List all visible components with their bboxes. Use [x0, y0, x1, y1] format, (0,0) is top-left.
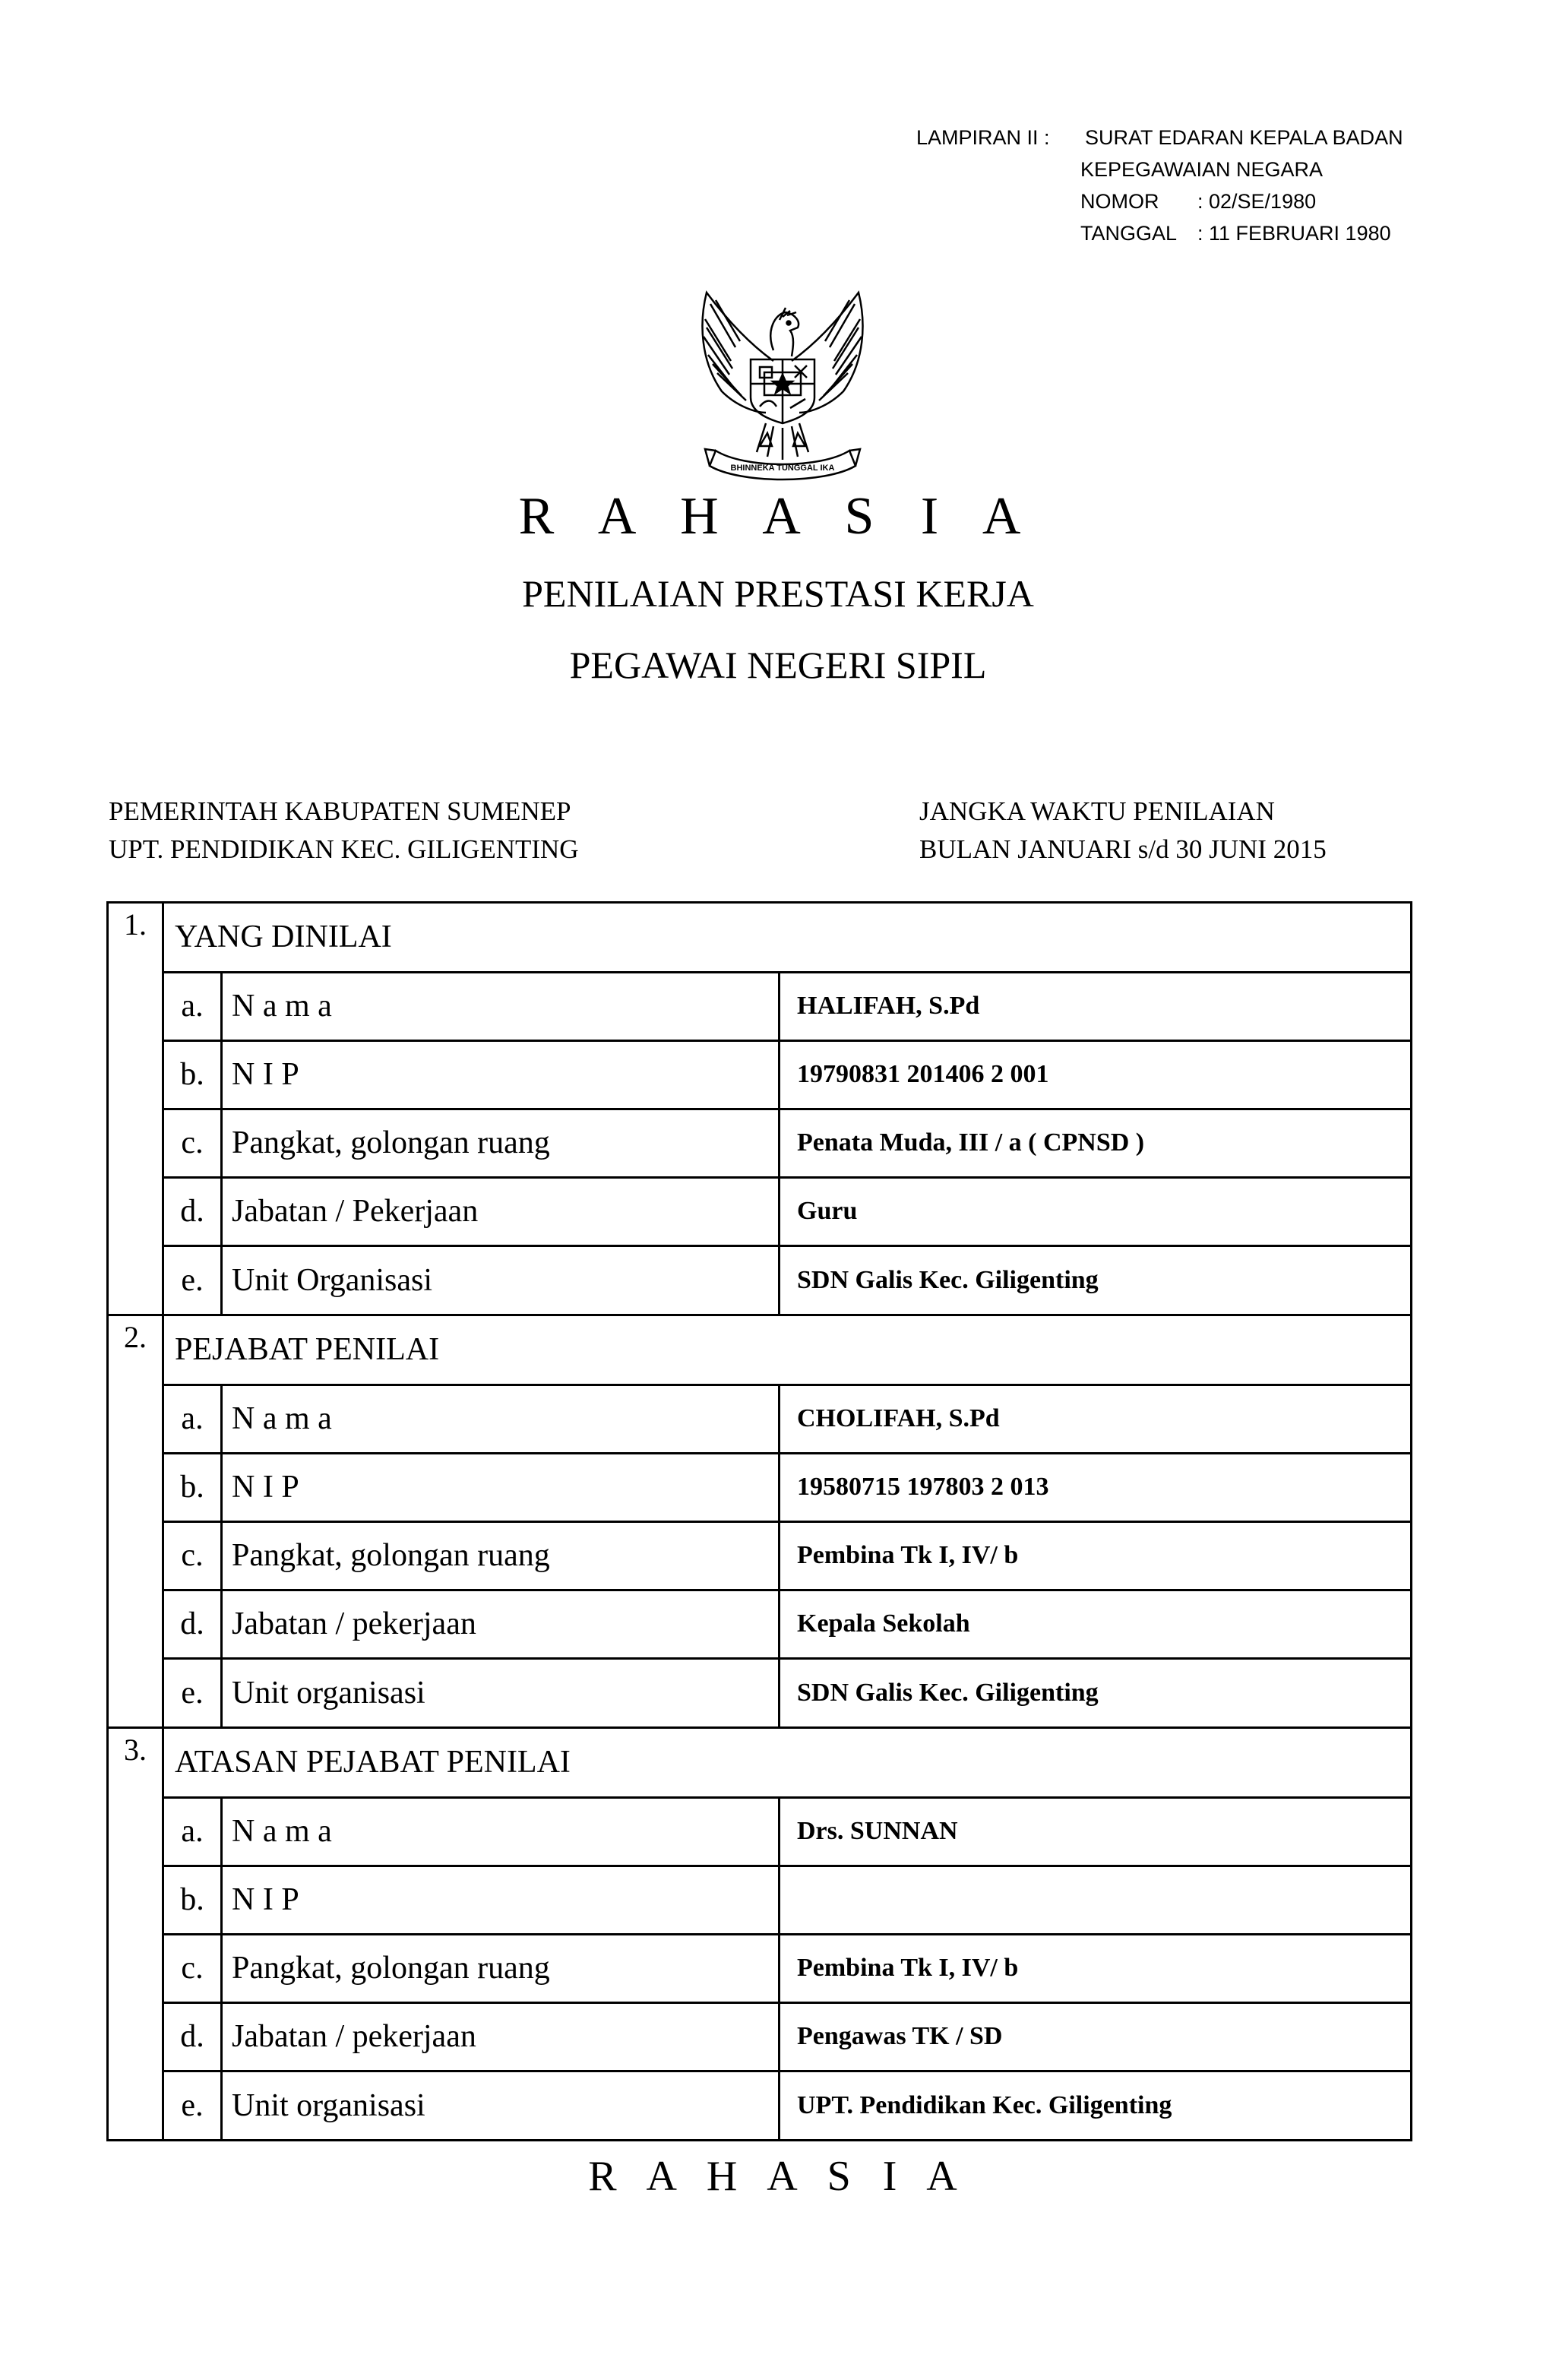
- assessment-period-label: JANGKA WAKTU PENILAIAN: [919, 796, 1275, 826]
- attachment-reference: [916, 122, 1403, 249]
- field-label: Jabatan / pekerjaan: [222, 1590, 780, 1658]
- table-row: [108, 1453, 1412, 1521]
- section-number-spacer: [108, 1934, 163, 2002]
- row-letter: d.: [163, 1177, 222, 1245]
- section-number: 2.: [108, 1315, 163, 1385]
- table-row: [108, 1658, 1412, 1728]
- field-value: UPT. Pendidikan Kec. Giligenting: [780, 2071, 1412, 2141]
- attachment-line-2: KEPEGAWAIAN NEGARA: [1080, 158, 1324, 181]
- row-letter: b.: [163, 1866, 222, 1934]
- section-number-spacer: [108, 1109, 163, 1177]
- table-row: [108, 1590, 1412, 1658]
- assessment-period-block: [919, 793, 1327, 869]
- field-value: Guru: [780, 1177, 1412, 1245]
- field-label: N I P: [222, 1453, 780, 1521]
- field-label: Unit organisasi: [222, 1658, 780, 1728]
- field-label: Unit Organisasi: [222, 1245, 780, 1315]
- document-title-line-2: PEGAWAI NEGERI SIPIL: [569, 644, 987, 686]
- section-header-row: [108, 1315, 1412, 1385]
- field-value: Penata Muda, III / a ( CPNSD ): [780, 1109, 1412, 1177]
- section-number-spacer: [108, 1040, 163, 1109]
- row-letter: a.: [163, 972, 222, 1040]
- row-letter: d.: [163, 1590, 222, 1658]
- section-number: 3.: [108, 1728, 163, 1798]
- table-row: [108, 972, 1412, 1040]
- field-label: Pangkat, golongan ruang: [222, 1109, 780, 1177]
- row-letter: e.: [163, 1245, 222, 1315]
- nomor-label: NOMOR: [1080, 190, 1159, 213]
- field-value: 19790831 201406 2 001: [780, 1040, 1412, 1109]
- section-number-spacer: [108, 1866, 163, 1934]
- assessment-identity-table: [106, 901, 1412, 2141]
- field-value: Pembina Tk I, IV/ b: [780, 1521, 1412, 1590]
- section-number-spacer: [108, 1590, 163, 1658]
- row-letter: d.: [163, 2002, 222, 2071]
- row-letter: b.: [163, 1040, 222, 1109]
- tanggal-value: : 11 FEBRUARI 1980: [1197, 222, 1391, 245]
- section-title: ATASAN PEJABAT PENILAI: [163, 1728, 1412, 1798]
- table-row: [108, 1934, 1412, 2002]
- field-value: Kepala Sekolah: [780, 1590, 1412, 1658]
- field-value: CHOLIFAH, S.Pd: [780, 1385, 1412, 1453]
- nomor-value: : 02/SE/1980: [1197, 190, 1317, 213]
- table-row: [108, 1385, 1412, 1453]
- section-number-spacer: [108, 1797, 163, 1866]
- section-number-spacer: [108, 1658, 163, 1728]
- field-label: N a m a: [222, 1797, 780, 1866]
- organization-line-2: UPT. PENDIDIKAN KEC. GILIGENTING: [109, 834, 579, 864]
- table-row: [108, 1177, 1412, 1245]
- section-number-spacer: [108, 1453, 163, 1521]
- field-value: SDN Galis Kec. Giligenting: [780, 1658, 1412, 1728]
- section-number-spacer: [108, 972, 163, 1040]
- field-label: Pangkat, golongan ruang: [222, 1521, 780, 1590]
- tanggal-label: TANGGAL: [1080, 222, 1178, 245]
- field-value: SDN Galis Kec. Giligenting: [780, 1245, 1412, 1315]
- section-title: PEJABAT PENILAI: [163, 1315, 1412, 1385]
- field-value: [780, 1866, 1412, 1934]
- section-number-spacer: [108, 2002, 163, 2071]
- table-row: [108, 1245, 1412, 1315]
- table-row: [108, 2071, 1412, 2141]
- table-row: [108, 1521, 1412, 1590]
- classification-title: R A H A S I A: [518, 487, 1038, 546]
- section-title: YANG DINILAI: [163, 903, 1412, 973]
- row-letter: e.: [163, 1658, 222, 1728]
- row-letter: b.: [163, 1453, 222, 1521]
- garuda-emblem-icon: [676, 277, 889, 490]
- assessment-period-value: BULAN JANUARI s/d 30 JUNI 2015: [919, 834, 1327, 864]
- row-letter: e.: [163, 2071, 222, 2141]
- field-label: Pangkat, golongan ruang: [222, 1934, 780, 2002]
- field-label: Jabatan / pekerjaan: [222, 2002, 780, 2071]
- field-value: HALIFAH, S.Pd: [780, 972, 1412, 1040]
- field-label: N I P: [222, 1040, 780, 1109]
- field-value: Drs. SUNNAN: [780, 1797, 1412, 1866]
- table-row: [108, 1866, 1412, 1934]
- field-label: N a m a: [222, 1385, 780, 1453]
- field-value: 19580715 197803 2 013: [780, 1453, 1412, 1521]
- row-letter: a.: [163, 1797, 222, 1866]
- field-label: Unit organisasi: [222, 2071, 780, 2141]
- section-header-row: [108, 903, 1412, 973]
- classification-footer: R A H A S I A: [588, 2153, 968, 2200]
- section-number-spacer: [108, 2071, 163, 2141]
- row-letter: c.: [163, 1109, 222, 1177]
- section-number-spacer: [108, 1177, 163, 1245]
- emblem-motto: BHINNEKA TUNGGAL IKA: [730, 464, 835, 473]
- field-value: Pembina Tk I, IV/ b: [780, 1934, 1412, 2002]
- section-number-spacer: [108, 1521, 163, 1590]
- field-value: Pengawas TK / SD: [780, 2002, 1412, 2071]
- field-label: N I P: [222, 1866, 780, 1934]
- row-letter: a.: [163, 1385, 222, 1453]
- organization-line-1: PEMERINTAH KABUPATEN SUMENEP: [109, 796, 571, 826]
- section-number-spacer: [108, 1245, 163, 1315]
- section-header-row: [108, 1728, 1412, 1798]
- section-number-spacer: [108, 1385, 163, 1453]
- organization-block: [109, 793, 579, 869]
- field-label: N a m a: [222, 972, 780, 1040]
- document-title-line-1: PENILAIAN PRESTASI KERJA: [522, 572, 1034, 615]
- section-number: 1.: [108, 903, 163, 973]
- table-row: [108, 1040, 1412, 1109]
- table-row: [108, 1797, 1412, 1866]
- field-label: Jabatan / Pekerjaan: [222, 1177, 780, 1245]
- table-row: [108, 1109, 1412, 1177]
- row-letter: c.: [163, 1934, 222, 2002]
- attachment-label: LAMPIRAN II :: [916, 126, 1050, 149]
- row-letter: c.: [163, 1521, 222, 1590]
- table-row: [108, 2002, 1412, 2071]
- attachment-line-1: SURAT EDARAN KEPALA BADAN: [1085, 126, 1403, 149]
